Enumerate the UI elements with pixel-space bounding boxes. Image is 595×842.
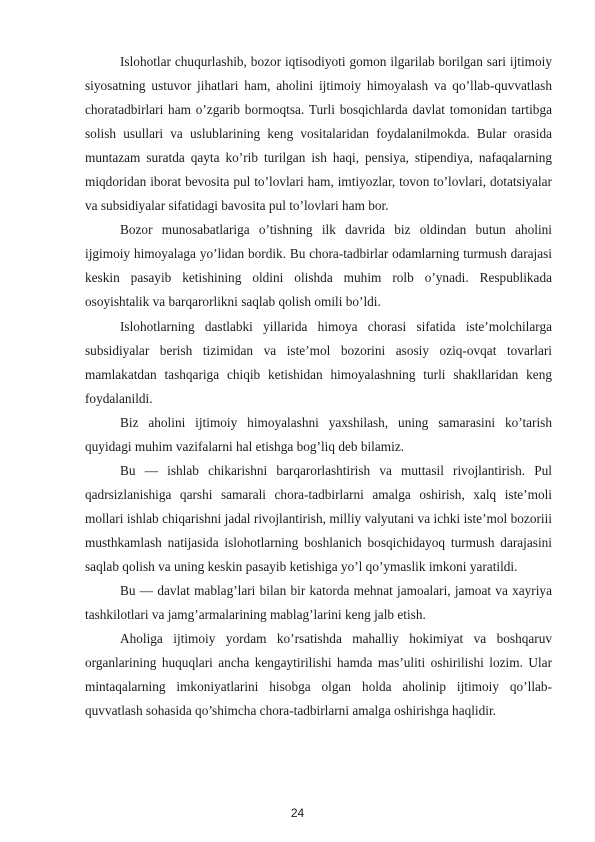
document-body — [85, 50, 552, 723]
paragraph-7: Aholiga ijtimoiy yordam ko’rsatishda mahalliy hokimiyat va boshqaruv organlarining huquqlari ancha kengaytirilishi hamda mas’uliti oshirilishi lozim. Ular mintaqalarning imkoniyatlarini hisobga olgan holda aholinip ijtimoiy qo’llab-quvvatlash sohasida qo’shimcha chora-tadbirlarni amalga oshirishga haqlidir. — [85, 631, 552, 719]
paragraph-1: Islohotlar chuqurlashib, bozor iqtisodiyoti gomon ilgarilab borilgan sari ijtimoiy siyosatning ustuvor jihatlari ham, aholini ijtimoiy himoyalash va qo’llab-quvvatlash choratadbirlari ham o’zgarib bormoqtsa. Turli bosqichlarda davlat tomonidan tartibga solish usullari va uslublarining keng vositalaridan foydalanilmokda. Bular orasida muntazam suratda qayta ko’rib turilgan ish haqi, pensiya, stipendiya, nafaqalarning miqdoridan iborat bevosita pul to’lovlari ham, imtiyozlar, tovon to’lovlari, dotatsiyalar va subsidiyalar sifatidagi bavosita pul to’lovlari ham bor. — [85, 54, 552, 214]
paragraph-4: Biz aholini ijtimoiy himoyalashni yaxshilash, uning samarasini ko’tarish quyidagi muhim vazifalarni hal etishga bog’liq deb bilamiz. — [85, 414, 552, 454]
paragraph-6: Bu — davlat mablag’lari bilan bir katorda mehnat jamoalari, jamoat va xayriya tashkilotlari va jamg’armalarining mablag’larini keng jalb etish. — [85, 583, 552, 623]
paragraph-2: Bozor munosabatlariga o’tishning ilk davrida biz oldindan butun aholini ijgimoiy himoyalaga yo’lidan bordik. Bu chora-tadbirlar odamlarning turmush darajasi keskin pasayib ketishining oldini olishda muhim rolb o’ynadi. Respublikada osoyishtalik va barqarorlikni saqlab qolish omili bo’ldi. — [85, 222, 552, 310]
page-number: 24 — [290, 806, 305, 820]
paragraph-5: Bu — ishlab chikarishni barqarorlashtirish va muttasil rivojlantirish. Pul qadrsizlanishiga qarshi samarali chora-tadbirlarni amalga oshirish, xalq iste’moli mollari ishlab chiqarishni jadal rivojlantirish, milliy valyutani va ichki iste’mol bozoriii musthkamlash natijasida islohotlarning boshlanich bosqichidayoq turmush darajasini saqlab qolish va uning keskin pasayib ketishiga yo’l qo’ymaslik imkoni yaratildi. — [85, 462, 552, 574]
paragraph-3: Islohotlarning dastlabki yillarida himoya chorasi sifatida iste’molchilarga subsidiyalar berish tizimidan va iste’mol bozorini asosiy oziq-ovqat tovarlari mamlakatdan tashqariga chiqib ketishidan himoyalashning turli shakllaridan keng foydalanildi. — [85, 318, 552, 406]
